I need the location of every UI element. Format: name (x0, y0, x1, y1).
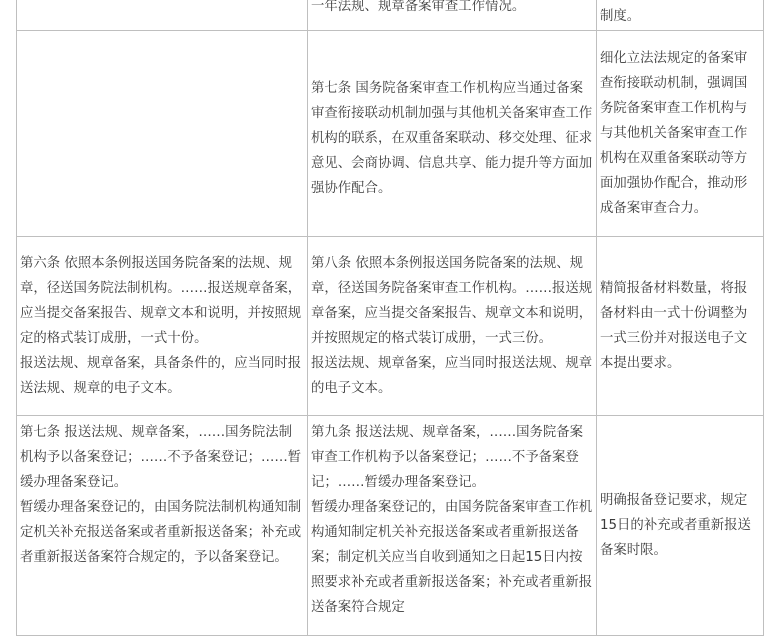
cell-paragraph: 第九条 报送法规、规章备案，……国务院备案审查工作机构予以备案登记；……不予备案登记；……暂缓办理备案登记。 (311, 425, 584, 490)
cell-paragraph: 细化立法法规定的备案审查衔接联动机制，强调国务院备案审查工作机构与与其他机关备案审查工作机构在双重备案联动等方面加强协作配合，推动形成备案审查合力。 (600, 51, 748, 216)
cell-paragraph: 精简报备材料数量，将报备材料由一式十份调整为一式三份并对报送电子文本提出要求。 (600, 281, 748, 371)
cell-paragraph: 明确报备登记要求，规定15日的补充或者重新报送备案时限。 (600, 493, 751, 558)
explanation-cell (597, 416, 764, 636)
cell-paragraph: 暂缓办理备案登记的，由国务院法制机构通知制定机关补充报送备案或者重新报送备案；补充或者重新报送备案符合规定的，予以备案登记。 (20, 500, 302, 565)
revised-cell (308, 416, 597, 636)
explanation-cell (597, 31, 764, 237)
cell-paragraph: 一年法规、规章备案审查工作情况。 (311, 0, 526, 14)
cell-paragraph: 第七条 国务院备案审查工作机构应当通过备案审查衔接联动机制加强与其他机关备案审查工作机构的联系，在双重备案联动、移交处理、征求意见、会商协调、信息共享、能力提升等方面加强协作配合。 (311, 81, 593, 196)
cell-paragraph: 制度。 (600, 9, 641, 24)
original-cell (17, 31, 308, 237)
revised-cell (308, 31, 597, 237)
revised-cell (308, 0, 597, 31)
original-cell (17, 237, 308, 416)
original-cell (17, 0, 308, 31)
original-cell (17, 416, 308, 636)
cell-paragraph: 第六条 依照本条例报送国务院备案的法规、规章，径送国务院法制机构。……报送规章备案，应当提交备案报告、规章文本和说明，并按照规定的格式装订成册，一式十份。 (20, 256, 302, 346)
explanation-cell (597, 0, 764, 31)
revised-cell (308, 237, 597, 416)
cell-paragraph: 报送法规、规章备案，具备条件的，应当同时报送法规、规章的电子文本。 (20, 356, 302, 396)
cell-paragraph: 报送法规、规章备案，应当同时报送法规、规章的电子文本。 (311, 356, 593, 396)
cell-paragraph: 第七条 报送法规、规章备案，……国务院法制机构予以备案登记；……不予备案登记；……暂缓办理备案登记。 (20, 425, 302, 490)
table-row (17, 416, 764, 636)
table-row (17, 0, 764, 31)
table-row (17, 237, 764, 416)
table-row (17, 31, 764, 237)
cell-paragraph: 暂缓办理备案登记的，由国务院备案审查工作机构通知制定机关补充报送备案或者重新报送备案；制定机关应当自收到通知之日起15日内按照要求补充或者重新报送备案；补充或者重新报送备案符合规定 (311, 500, 593, 615)
cell-paragraph: 第八条 依照本条例报送国务院备案的法规、规章，径送国务院备案审查工作机构。……报送规章备案，应当提交备案报告、规章文本和说明，并按照规定的格式装订成册，一式三份。 (311, 256, 593, 346)
comparison-table (16, 0, 764, 636)
explanation-cell (597, 237, 764, 416)
